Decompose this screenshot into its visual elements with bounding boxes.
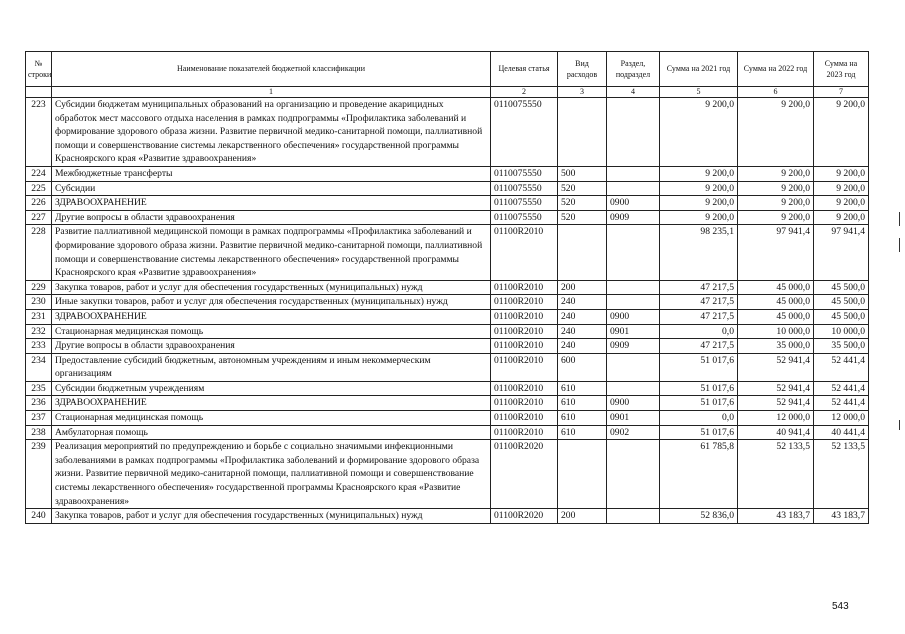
row-section: 0902 <box>607 425 660 440</box>
row-sum-2023: 10 000,0 <box>814 324 869 339</box>
column-number-row <box>26 87 869 98</box>
column-number: 2 <box>491 87 558 98</box>
table-row <box>26 381 869 396</box>
header-sum-2021: Сумма на 2021 год <box>660 52 738 87</box>
row-sum-2021: 61 785,8 <box>660 440 738 509</box>
row-number: 235 <box>26 381 52 396</box>
table-row <box>26 339 869 354</box>
row-sum-2023: 9 200,0 <box>814 196 869 211</box>
row-section <box>607 381 660 396</box>
row-sum-2022: 9 200,0 <box>738 196 814 211</box>
row-sum-2021: 51 017,6 <box>660 353 738 381</box>
table-row <box>26 280 869 295</box>
table-row <box>26 309 869 324</box>
row-name: Другие вопросы в области здравоохранения <box>52 210 491 225</box>
table-row <box>26 98 869 167</box>
table-row <box>26 440 869 509</box>
row-section: 0900 <box>607 309 660 324</box>
row-number: 226 <box>26 196 52 211</box>
row-sum-2021: 51 017,6 <box>660 396 738 411</box>
row-sum-2022: 9 200,0 <box>738 166 814 181</box>
row-sum-2023: 40 441,4 <box>814 425 869 440</box>
row-sum-2022: 45 000,0 <box>738 280 814 295</box>
row-sum-2022: 9 200,0 <box>738 98 814 167</box>
row-expense-type: 520 <box>558 181 607 196</box>
row-expense-type: 610 <box>558 381 607 396</box>
row-sum-2022: 10 000,0 <box>738 324 814 339</box>
row-target-code: 01100R2010 <box>491 411 558 426</box>
row-target-code: 01100R2010 <box>491 381 558 396</box>
row-target-code: 01100R2010 <box>491 425 558 440</box>
row-sum-2021: 9 200,0 <box>660 210 738 225</box>
row-sum-2023: 52 441,4 <box>814 381 869 396</box>
row-name: Реализация мероприятий по предупреждению и борьбе с социально значимыми инфекционными заболеваниями в рамках подпрограммы «Профилактика заболеваний и формирование здорового образа жизни. Развитие первичной медико-санитарной помощи, паллиативной помощи и совершенствование системы лекарственного обеспечения» государственной программы Красноярского края «Развитие здравоохранения» <box>52 440 491 509</box>
row-expense-type: 520 <box>558 196 607 211</box>
row-expense-type: 240 <box>558 339 607 354</box>
table-row <box>26 396 869 411</box>
table-row <box>26 295 869 310</box>
row-number: 223 <box>26 98 52 167</box>
row-sum-2021: 51 017,6 <box>660 425 738 440</box>
row-expense-type: 240 <box>558 324 607 339</box>
row-name: Субсидии бюджетам муниципальных образований на организацию и проведение акарицидных обработок мест массового отдыха населения в рамках подпрограммы «Профилактика заболеваний и формирование здорового образа жизни. Развитие первичной медико-санитарной помощи, паллиативной помощи и совершенствование системы лекарственного обеспечения» государственной программы Красноярского края «Развитие здравоохранения» <box>52 98 491 167</box>
row-sum-2023: 45 500,0 <box>814 280 869 295</box>
row-number: 225 <box>26 181 52 196</box>
row-name: Амбулаторная помощь <box>52 425 491 440</box>
header-razdel: Раздел, подраздел <box>607 52 660 87</box>
row-sum-2022: 45 000,0 <box>738 295 814 310</box>
row-target-code: 01100R2010 <box>491 396 558 411</box>
row-sum-2022: 9 200,0 <box>738 181 814 196</box>
row-section: 0900 <box>607 396 660 411</box>
row-section: 0900 <box>607 196 660 211</box>
header-sum-2023: Сумма на 2023 год <box>814 52 869 87</box>
row-section <box>607 509 660 524</box>
row-target-code: 01100R2020 <box>491 509 558 524</box>
row-name: Предоставление субсидий бюджетным, автономным учреждениям и иным некоммерческим организациям <box>52 353 491 381</box>
row-sum-2023: 52 133,5 <box>814 440 869 509</box>
row-target-code: 01100R2010 <box>491 324 558 339</box>
table-row <box>26 425 869 440</box>
row-sum-2023: 45 500,0 <box>814 295 869 310</box>
margin-mark <box>899 420 900 430</box>
row-sum-2023: 45 500,0 <box>814 309 869 324</box>
column-number: 4 <box>607 87 660 98</box>
header-name: Наименование показателей бюджетной классификации <box>52 52 491 87</box>
row-number: 227 <box>26 210 52 225</box>
table-row <box>26 225 869 280</box>
row-number: 228 <box>26 225 52 280</box>
row-sum-2021: 51 017,6 <box>660 381 738 396</box>
row-sum-2023: 97 941,4 <box>814 225 869 280</box>
row-target-code: 0110075550 <box>491 98 558 167</box>
row-target-code: 0110075550 <box>491 181 558 196</box>
row-number: 231 <box>26 309 52 324</box>
row-expense-type: 520 <box>558 210 607 225</box>
margin-mark <box>899 238 900 252</box>
row-name: Межбюджетные трансферты <box>52 166 491 181</box>
row-sum-2022: 40 941,4 <box>738 425 814 440</box>
row-number: 233 <box>26 339 52 354</box>
row-target-code: 01100R2010 <box>491 309 558 324</box>
row-sum-2023: 9 200,0 <box>814 166 869 181</box>
table-row <box>26 210 869 225</box>
row-expense-type: 610 <box>558 411 607 426</box>
row-expense-type: 610 <box>558 396 607 411</box>
row-sum-2021: 9 200,0 <box>660 98 738 167</box>
row-sum-2023: 35 500,0 <box>814 339 869 354</box>
row-expense-type: 240 <box>558 295 607 310</box>
row-sum-2023: 43 183,7 <box>814 509 869 524</box>
table-row <box>26 166 869 181</box>
table-row <box>26 324 869 339</box>
row-section: 0901 <box>607 411 660 426</box>
row-target-code: 01100R2010 <box>491 295 558 310</box>
row-sum-2022: 52 941,4 <box>738 353 814 381</box>
row-section <box>607 166 660 181</box>
row-name: ЗДРАВООХРАНЕНИЕ <box>52 396 491 411</box>
row-expense-type: 500 <box>558 166 607 181</box>
row-number: 224 <box>26 166 52 181</box>
table-row <box>26 196 869 211</box>
row-section: 0909 <box>607 339 660 354</box>
row-name: ЗДРАВООХРАНЕНИЕ <box>52 309 491 324</box>
row-target-code: 0110075550 <box>491 196 558 211</box>
table-row <box>26 181 869 196</box>
row-number: 239 <box>26 440 52 509</box>
column-number: 6 <box>738 87 814 98</box>
row-sum-2021: 47 217,5 <box>660 295 738 310</box>
row-name: Стационарная медицинская помощь <box>52 324 491 339</box>
row-name: Закупка товаров, работ и услуг для обеспечения государственных (муниципальных) нужд <box>52 280 491 295</box>
column-number <box>26 87 52 98</box>
row-sum-2021: 47 217,5 <box>660 280 738 295</box>
row-expense-type: 610 <box>558 425 607 440</box>
row-name: Субсидии <box>52 181 491 196</box>
row-target-code: 01100R2010 <box>491 353 558 381</box>
row-target-code: 01100R2010 <box>491 225 558 280</box>
row-section <box>607 440 660 509</box>
budget-table <box>25 51 869 524</box>
row-section <box>607 225 660 280</box>
row-sum-2022: 12 000,0 <box>738 411 814 426</box>
row-number: 238 <box>26 425 52 440</box>
row-number: 237 <box>26 411 52 426</box>
row-sum-2021: 9 200,0 <box>660 196 738 211</box>
row-target-code: 0110075550 <box>491 166 558 181</box>
row-sum-2022: 9 200,0 <box>738 210 814 225</box>
header-num: № строки <box>26 52 52 87</box>
row-section <box>607 98 660 167</box>
row-name: Другие вопросы в области здравоохранения <box>52 339 491 354</box>
row-target-code: 0110075550 <box>491 210 558 225</box>
row-sum-2021: 0,0 <box>660 324 738 339</box>
row-sum-2021: 9 200,0 <box>660 166 738 181</box>
column-number: 3 <box>558 87 607 98</box>
row-sum-2022: 43 183,7 <box>738 509 814 524</box>
row-section <box>607 353 660 381</box>
row-name: Иные закупки товаров, работ и услуг для обеспечения государственных (муниципальных) нужд <box>52 295 491 310</box>
header-vid: Вид расходов <box>558 52 607 87</box>
row-sum-2021: 98 235,1 <box>660 225 738 280</box>
row-sum-2022: 35 000,0 <box>738 339 814 354</box>
row-target-code: 01100R2010 <box>491 280 558 295</box>
row-sum-2022: 45 000,0 <box>738 309 814 324</box>
row-section <box>607 295 660 310</box>
row-name: Закупка товаров, работ и услуг для обеспечения государственных (муниципальных) нужд <box>52 509 491 524</box>
row-sum-2023: 52 441,4 <box>814 353 869 381</box>
row-sum-2021: 47 217,5 <box>660 309 738 324</box>
row-number: 234 <box>26 353 52 381</box>
margin-mark <box>899 212 900 226</box>
header-code: Целевая статья <box>491 52 558 87</box>
row-number: 240 <box>26 509 52 524</box>
row-section: 0901 <box>607 324 660 339</box>
row-sum-2023: 12 000,0 <box>814 411 869 426</box>
row-sum-2023: 52 441,4 <box>814 396 869 411</box>
page-number: 543 <box>832 601 849 612</box>
row-number: 229 <box>26 280 52 295</box>
row-section: 0909 <box>607 210 660 225</box>
row-sum-2023: 9 200,0 <box>814 210 869 225</box>
row-sum-2022: 52 133,5 <box>738 440 814 509</box>
row-number: 232 <box>26 324 52 339</box>
row-name: ЗДРАВООХРАНЕНИЕ <box>52 196 491 211</box>
row-sum-2021: 0,0 <box>660 411 738 426</box>
column-number: 7 <box>814 87 869 98</box>
row-name: Субсидии бюджетным учреждениям <box>52 381 491 396</box>
header-sum-2022: Сумма на 2022 год <box>738 52 814 87</box>
row-expense-type <box>558 225 607 280</box>
row-sum-2023: 9 200,0 <box>814 181 869 196</box>
row-sum-2021: 9 200,0 <box>660 181 738 196</box>
table-row <box>26 411 869 426</box>
row-expense-type: 200 <box>558 509 607 524</box>
row-expense-type <box>558 98 607 167</box>
row-sum-2022: 52 941,4 <box>738 396 814 411</box>
row-sum-2021: 47 217,5 <box>660 339 738 354</box>
table-body <box>26 98 869 524</box>
row-expense-type: 600 <box>558 353 607 381</box>
table-row <box>26 353 869 381</box>
table-row <box>26 509 869 524</box>
row-sum-2023: 9 200,0 <box>814 98 869 167</box>
row-sum-2021: 52 836,0 <box>660 509 738 524</box>
row-number: 236 <box>26 396 52 411</box>
table-header-row <box>26 52 869 87</box>
column-number: 5 <box>660 87 738 98</box>
row-sum-2022: 97 941,4 <box>738 225 814 280</box>
row-name: Стационарная медицинская помощь <box>52 411 491 426</box>
row-sum-2022: 52 941,4 <box>738 381 814 396</box>
row-section <box>607 181 660 196</box>
row-expense-type: 240 <box>558 309 607 324</box>
row-target-code: 01100R2020 <box>491 440 558 509</box>
row-name: Развитие паллиативной медицинской помощи в рамках подпрограммы «Профилактика заболеваний и формирование здорового образа жизни. Развитие первичной медико-санитарной помощи, паллиативной помощи и совершенствование системы лекарственного обеспечения» государственной программы Красноярского края «Развитие здравоохранения» <box>52 225 491 280</box>
column-number: 1 <box>52 87 491 98</box>
row-number: 230 <box>26 295 52 310</box>
row-expense-type <box>558 440 607 509</box>
row-section <box>607 280 660 295</box>
row-expense-type: 200 <box>558 280 607 295</box>
row-target-code: 01100R2010 <box>491 339 558 354</box>
